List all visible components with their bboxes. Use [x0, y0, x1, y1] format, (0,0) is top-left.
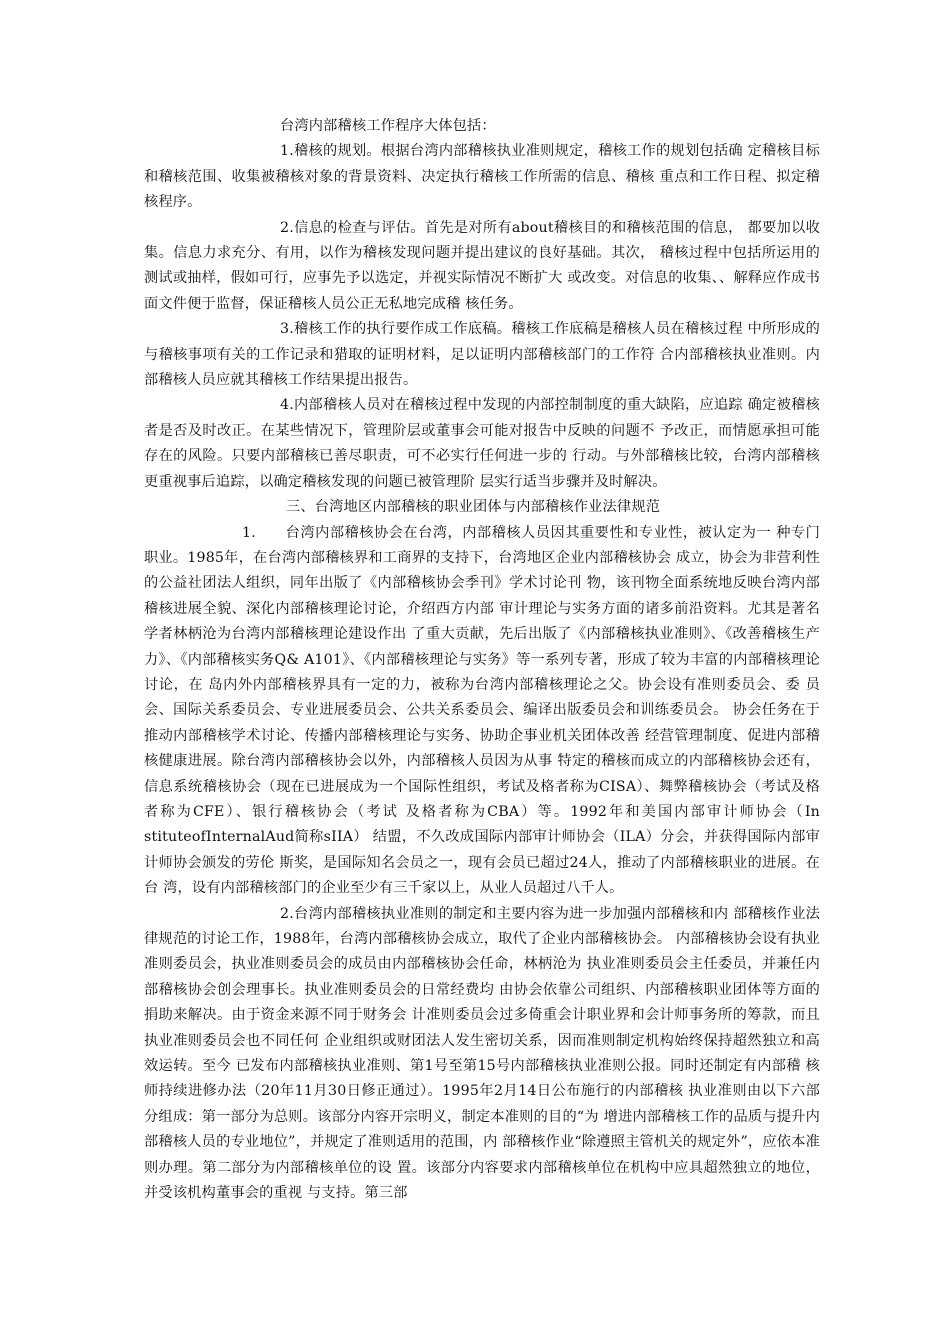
- paragraph-section-1-association: 1. 台湾内部稽核协会在台湾，内部稽核人员因其重要性和专业性，被认定为一 种专门职业。1985年，在台湾内部稽核界和工商界的支持下，台湾地区企业内部稽核协会 成立，协会为非营利性的公益社团法人组织，同年出版了《内部稽核协会季刊》学术讨论刊 物，该刊物全面系统地反映台湾内部稽核进展全貌、深化内部稽核理论讨论，介绍西方内部 审计理论与实务方面的诸多前沿资料。尤其是著名学者林柄沧为台湾内部稽核理论建设作出 了重大贡献，先后出版了《内部稽核执业准则》、《改善稽核生产力》、《内部稽核实务Q& A101》、《内部稽核理论与实务》等一系列专著，形成了较为丰富的内部稽核理论讨论，在 岛内外内部稽核界具有一定的力，被称为台湾内部稽核理论之父。协会设有准则委员会、委 员会、国际关系委员会、专业进展委员会、公共关系委员会、编译出版委员会和训练委员会。 协会任务在于推动内部稽核学术讨论、传播内部稽核理论与实务、协助企事业机关团体改善 经营管理制度、促进内部稽核健康进展。除台湾内部稽核协会以外，内部稽核人员因为从事 特定的稽核而成立的内部稽核协会还有，信息系统稽核协会（现在已进展成为一个国际性组织，考试及格者称为CISA）、舞弊稽核协会（考试及格者称为CFE）、银行稽核协会（考试 及格者称为CBA）等。1992年和美国内部审计师协会（In stituteofInternalAud简称sIIA） 结盟，不久改成国际内部审计师协会（ILA）分会，并获得国际内部审计师协会颁发的劳伦 斯奖，是国际知名会员之一，现有会员已超过24人，推动了内部稽核职业的进展。在台 湾，设有内部稽核部门的企业至少有三千家以上，从业人员超过八千人。: [144, 524, 820, 897]
- paragraph-3-workpapers: 3.稽核工作的执行要作成工作底稿。稽核工作底稿是稽核人员在稽核过程 中所形成的与稽核事项有关的工作记录和猎取的证明材料，足以证明内部稽核部门的工作符 合内部稽核执业准则。内部稽核人员应就其稽核工作结果提出报告。: [144, 321, 820, 389]
- paragraph-4-followup: 4.内部稽核人员对在稽核过程中发现的内部控制制度的重大缺陷，应追踪 确定被稽核者是否及时改正。在某些情况下，管理阶层或董事会可能对报告中反映的问题不 予改正，而情愿承担可能存在的风险。只要内部稽核已善尽职责，可不必实行任何进一步的 行动。与外部稽核比较，台湾内部稽核更重视事后追踪，以确定稽核发现的问题已被管理阶 层实行适当步骤并及时解决。: [144, 397, 820, 490]
- document-body: [144, 114, 820, 1206]
- paragraph-2-information: 2.信息的检查与评估。首先是对所有about稽核目的和稽核范围的信息， 都要加以收集。信息力求充分、有用，以作为稽核发现问题并提出建议的良好基础。其次， 稽核过程中包括所运用的测试或抽样，假如可行，应事先予以选定，并视实际情况不断扩大 或改变。对信息的收集、、解释应作成书面文件便于监督，保证稽核人员公正无私地完成稽 核任务。: [144, 219, 820, 312]
- section-heading-3: 三、台湾地区内部稽核的职业团体与内部稽核作业法律规范: [286, 499, 661, 516]
- paragraph-section-2-standards: 2.台湾内部稽核执业准则的制定和主要内容为进一步加强内部稽核和内 部稽核作业法律规范的讨论工作，1988年，台湾内部稽核协会成立，取代了企业内部稽核协会。 内部稽核协会设有执业准则委员会，执业准则委员会的成员由内部稽核协会任命，林柄沧为 执业准则委员会主任委员，并兼任内部稽核协会创会理事长。执业准则委员会的日常经费均 由协会依靠公司组织、内部稽核职业团体等方面的捐助来解决。由于资金来源不同于财务会 计准则委员会过多倚重会计职业界和会计师事务所的筹款，而且执业准则委员会也不同任何 企业组织或财团法人发生密切关系，因而准则制定机构始终保持超然独立和高效运转。至今 已发布内部稽核执业准则、第1号至第15号内部稽核执业准则公报。同时还制定有内部稽 核师持续进修办法（20年11月30日修正通过）。1995年2月14日公布施行的内部稽核 执业准则由以下六部分组成：第一部分为总则。该部分内容开宗明义，制定本准则的目的“为 增进内部稽核工作的品质与提升内部稽核人员的专业地位”，并规定了准则适用的范围，内 部稽核作业“除遵照主管机关的规定外”，应依本准则办理。第二部分为内部稽核单位的设 置。该部分内容要求内部稽核单位在机构中应具超然独立的地位，并受该机构董事会的重视 与支持。第三部: [144, 905, 820, 1202]
- intro-paragraph: 台湾内部稽核工作程序大体包括：: [280, 118, 496, 134]
- paragraph-1-planning: 1.稽核的规划。根据台湾内部稽核执业准则规定，稽核工作的规划包括确 定稽核目标和稽核范围、收集被稽核对象的背景资料、决定执行稽核工作所需的信息、稽核 重点和工作日程、拟定稽核程序。: [144, 143, 820, 211]
